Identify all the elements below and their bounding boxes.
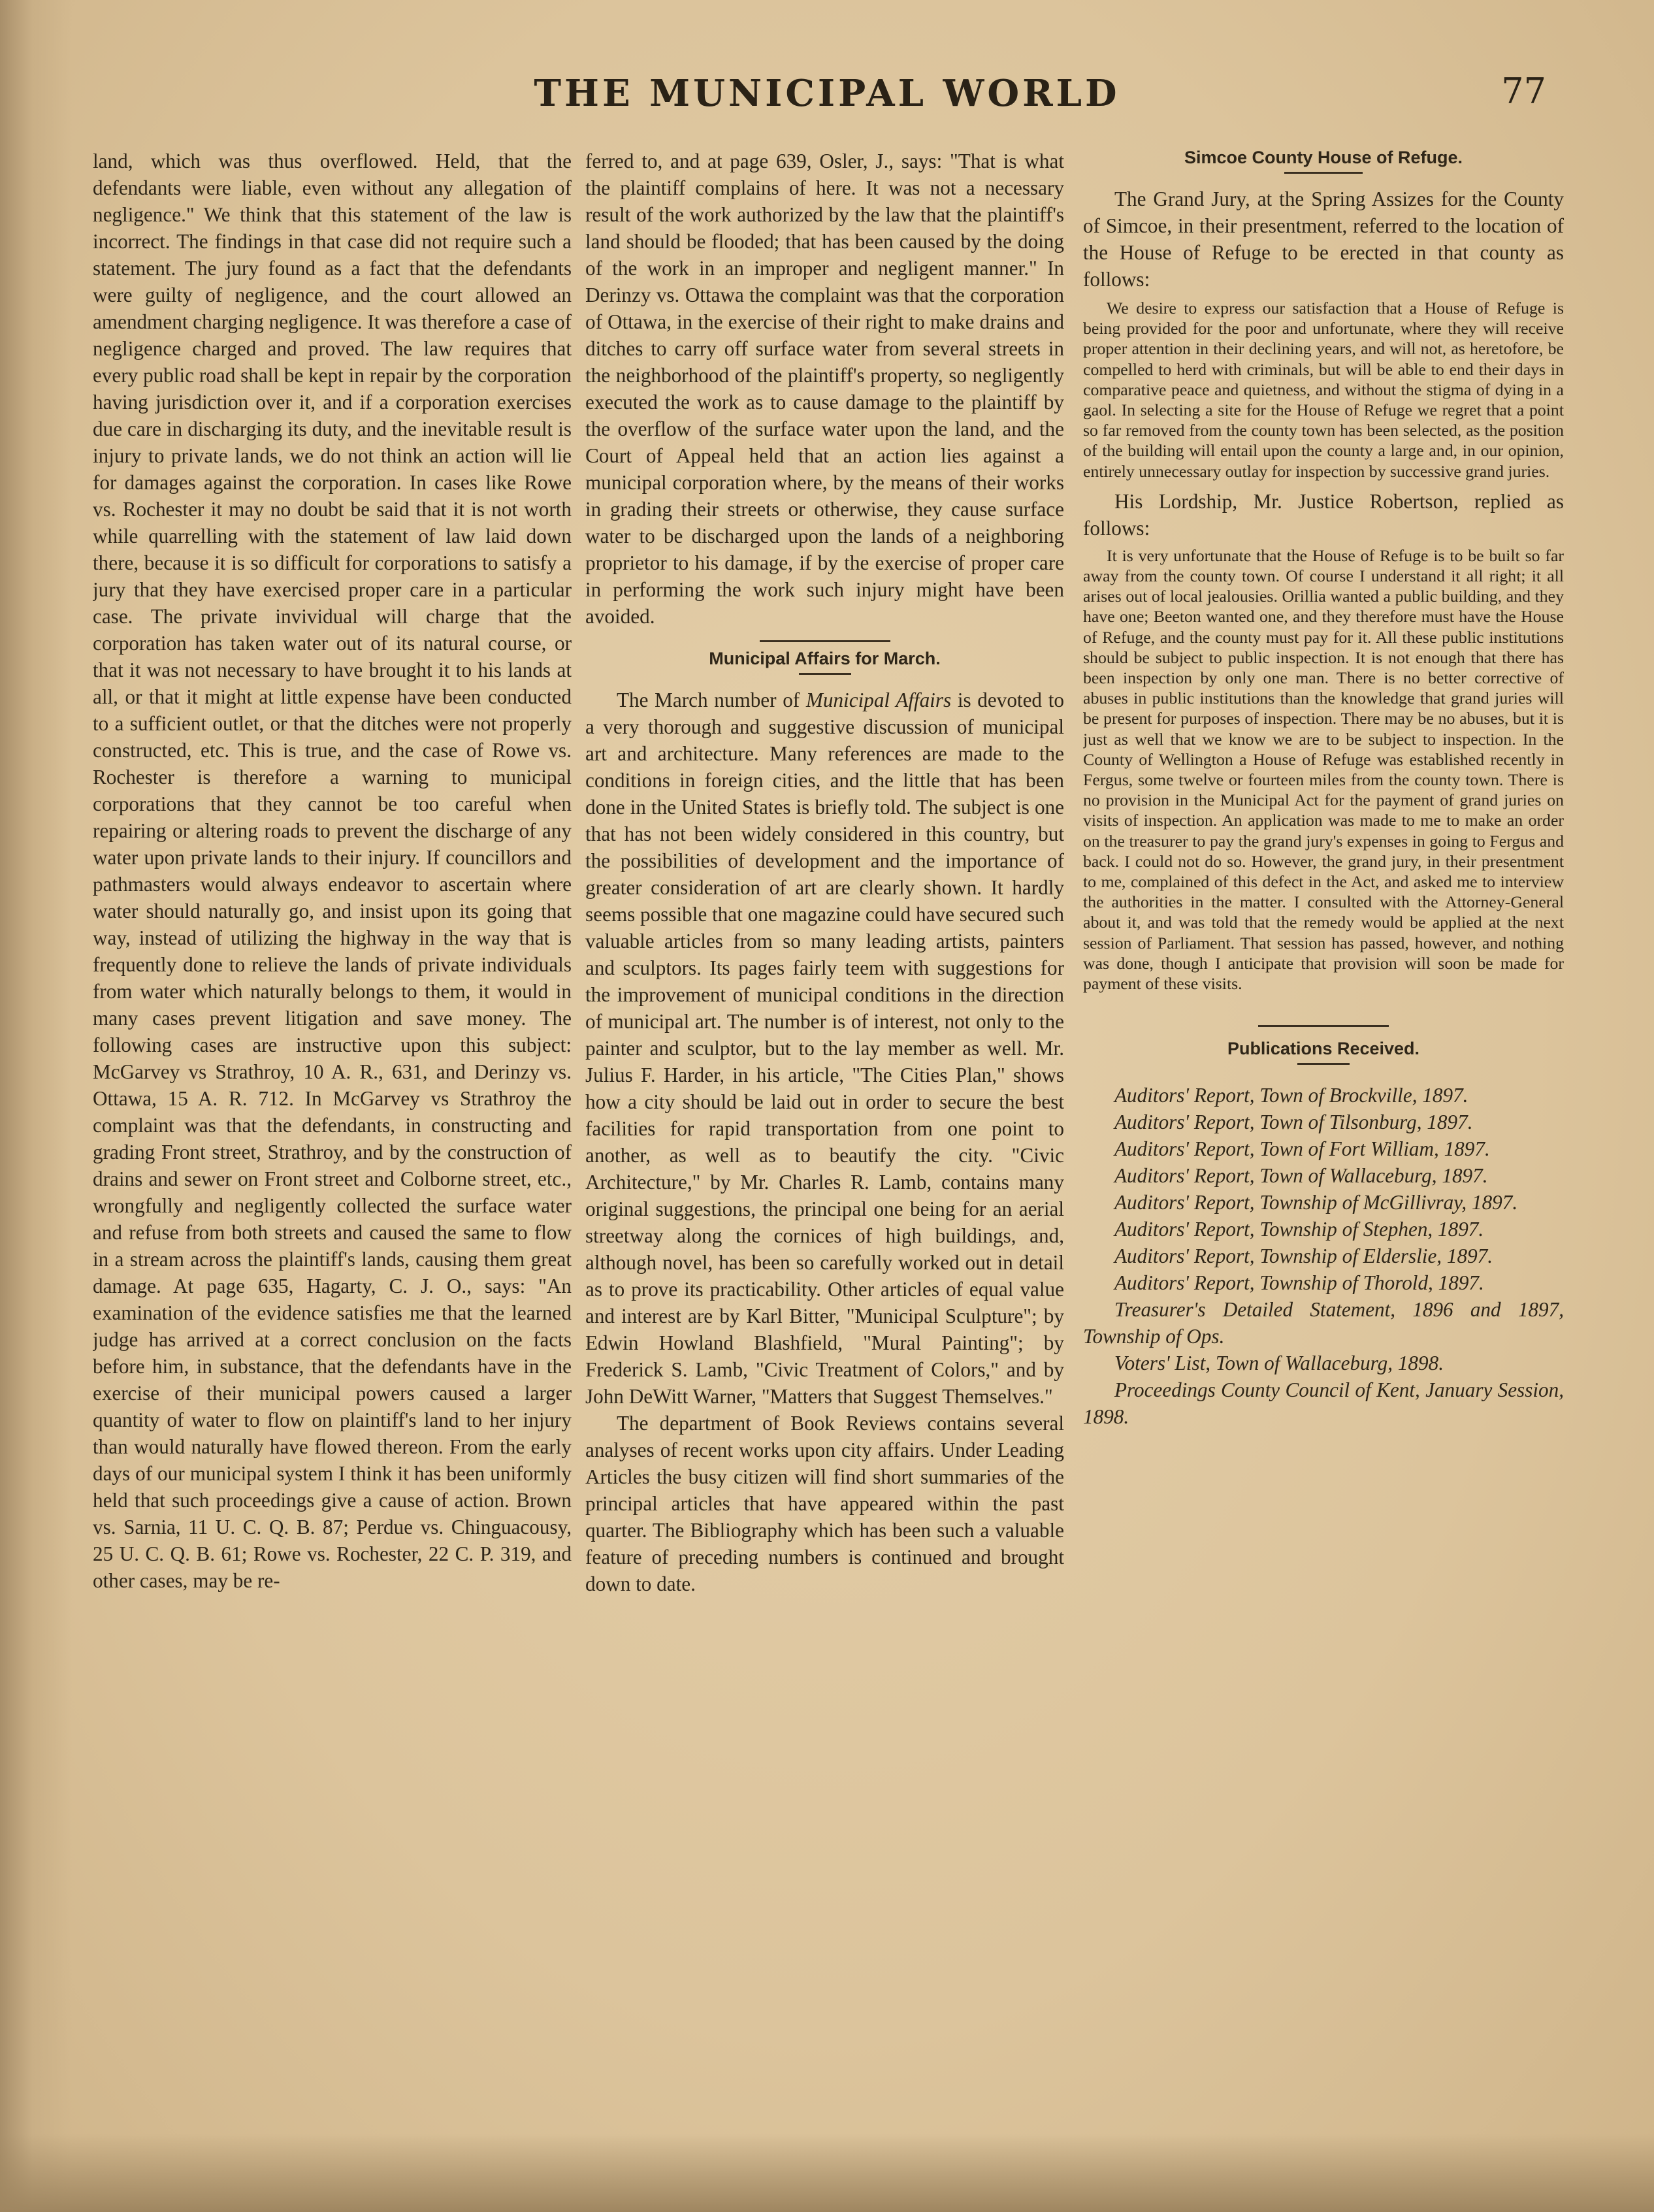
publication-title: THE MUNICIPAL WORLD bbox=[534, 72, 1120, 115]
article-continuation-text: ferred to, and at page 639, Osler, J., says: "That is what the plaintiff complains of here. It was not a necessary result of the work authorized by the law that the plaintiff's land should be flooded; that has been caused by the doing of the work in an improper and negligent manner." In Derinzy vs. Ottawa the complaint was that the corporation of Ottawa, in the exercise of their right to make drains and ditches to carry off surface water from several streets in the neighborhood of the plaintiff's property, so negligently executed the work as to cause damage to the plaintiff by the overflow of the surface water upon the land, and the Court of Appeal held that an action lies against a municipal corporation where, by the means of their works in grading their streets or otherwise, they cause surface water to be discharged upon the lands of a neighboring proprietor to his damage, if by the exercise of proper care in performing the work such injury might have been avoided. bbox=[585, 150, 1064, 628]
publications-list bbox=[1083, 1082, 1564, 1430]
publication-item: Voters' List, Town of Wallaceburg, 1898. bbox=[1114, 1352, 1444, 1375]
grand-jury-quote: We desire to express our satisfaction that a House of Refuge is being provided for the poor and unfortunate, where they will receive proper attention in their declining years, and will not, as heretofore, be compelled to herd with criminals, but will be able to end their days in comparative peace and quietness, and without the stigma of dying in a gaol. In selecting a site for the House of Refuge we regret that a point so far removed from the county town has been selected, as the position of the building will entail upon the county a large and, in our opinion, entirely unnecessary outlay for inspection by successive grand juries. bbox=[1083, 299, 1564, 481]
grand-jury-intro: The Grand Jury, at the Spring Assizes for the County of Simcoe, in their presentment, referred to the location of the House of Refuge to be erected in that county as follows: bbox=[1083, 187, 1564, 291]
publication-item: Auditors' Report, Township of Stephen, 1897. bbox=[1114, 1218, 1484, 1241]
publication-item: Auditors' Report, Township of McGillivray, 1897. bbox=[1114, 1191, 1518, 1214]
section-rule bbox=[1258, 1025, 1389, 1027]
heading-rule bbox=[799, 673, 851, 675]
book-reviews-paragraph: The department of Book Reviews contains several analyses of recent works upon city affairs. Under Leading Articles the busy citizen will find short summaries of the principal articles that have appeared within the past quarter. The Bibliography which has been such a valuable feature of preceding numbers is continued and brought down to date. bbox=[585, 1412, 1064, 1595]
masthead bbox=[0, 72, 1654, 124]
heading-rule bbox=[1297, 1063, 1350, 1065]
publication-item: Treasurer's Detailed Statement, 1896 and 1897, Township of Ops. bbox=[1083, 1298, 1564, 1348]
publication-item: Auditors' Report, Town of Brockville, 1897. bbox=[1114, 1084, 1468, 1107]
house-of-refuge-heading: Simcoe County House of Refuge. bbox=[1184, 148, 1463, 167]
article-continuation-text: land, which was thus overflowed. Held, that the defendants were liable, even without any allegation of negligence." We think that this statement of the law is incorrect. The findings in that case did not require such a statement. The jury found as a fact that the defendants were guilty of negligence, and the court allowed an amendment charging negligence. It was therefore a case of negligence charged and proved. The law requires that every public road shall be kept in repair by the corporation having jurisdiction over it, and if a corporation exercises due care in discharging its duty, and the inevitable result is injury to private lands, we do not think an action will lie for damages against the corporation. In cases like Rowe vs. Rochester it may no doubt be said that it is not worth while quarrelling with the statement of law laid down there, because it is so difficult for corporations to satisfy a jury that they have exercised proper care in a particular case. The private invividual will charge that the corporation has taken water out of its natural course, or that it was not necessary to have brought it to his lands at all, or that it might at little expense have been conducted to a sufficient outlet, or that the ditches were not properly constructed, etc. This is true, and the case of Rowe vs. Rochester is therefore a warning to municipal corporations that they cannot be too careful when repairing or altering roads to prevent the discharge of any water upon private lands to their injury. If councillors and pathmasters would always endeavor to ascertain where water should naturally go, and insist upon its going that way, instead of utilizing the highway in the way that is frequently done to relieve the lands of private individuals from water which naturally belongs to them, it would in many cases prevent litigation and save money. The following cases are instructive upon this subject: McGarvey vs Strathroy, 10 A. R., 631, and Derinzy vs. Ottawa, 15 A. R. 712. In McGarvey vs Strathroy the complaint was that the defendants, in constructing and grading Front street, Strathroy, and by the construction of drains and sewer on Front street and Colborne street, etc., wrongfully and negligently collected the surface water and refuse from both streets and caused the same to flow in a stream across the plaintiff's lands, causing them great damage. At page 635, Hagarty, C. J. O., says: "An examination of the evidence satisfies me that the learned judge has arrived at a correct conclusion on the facts before him, in substance, that the defendants have in the exercise of their municipal powers caused a larger quantity of water to flow on plaintiff's land to her injury than would naturally have flowed thereon. From the early days of our municipal system I think it has been uniformly held that such proceedings give a cause of action. Brown vs. Sarnia, 11 U. C. Q. B. 87; Perdue vs. Chinguacousy, 25 U. C. Q. B. 61; Rowe vs. Rochester, 22 C. P. 319, and other cases, may be re- bbox=[93, 150, 572, 1592]
publication-item: Auditors' Report, Town of Tilsonburg, 1897. bbox=[1114, 1111, 1473, 1134]
heading-rule bbox=[1284, 172, 1363, 174]
publication-item: Auditors' Report, Township of Thorold, 1897. bbox=[1114, 1271, 1484, 1295]
column-2 bbox=[585, 148, 1064, 2134]
publications-heading: Publications Received. bbox=[1227, 1039, 1420, 1059]
publication-item: Auditors' Report, Town of Fort William, 1897. bbox=[1114, 1137, 1490, 1161]
magazine-name: Municipal Affairs bbox=[805, 689, 952, 711]
paragraph-text: is devoted to a very thorough and suggestive discussion of municipal art and architecture. Many references are made to the conditions in foreign cities, and the little that has been done in the United States is briefly told. The subject is one that has not been widely considered in this country, but the possibilities of development and the importance of greater consideration of art are clearly shown. It hardly seems possible that one magazine could have secured such valuable articles from so many leading artists, painters and sculptors. Its pages fairly teem with suggestions for the improvement of municipal conditions in the direction of municipal art. The number is of interest, not only to the painter and sculptor, but to the lay member as well. Mr. Julius F. Harder, in his article, "The Cities Plan," shows how a city should be laid out in order to secure the best facilities for rapid transportation from one point to another, as well as to beautify the city. "Civic Architecture," by Mr. Charles R. Lamb, contains many original suggestions, the principal one being for an aerial streetway along the cornices of high buildings, and, although novel, has been so carefully worked out in detail as to prove its practicability. Other articles of equal value and interest are by Karl Bitter, "Municipal Sculpture"; by Edwin Howland Blashfield, "Mural Painting"; by Frederick S. Lamb, "Civic Treatment of Colors," and by John DeWitt Warner, "Matters that Suggest Themselves." bbox=[585, 689, 1064, 1408]
municipal-affairs-paragraph bbox=[585, 687, 1064, 1410]
column-1 bbox=[93, 148, 572, 2134]
publication-item: Auditors' Report, Township of Elderslie, 1897. bbox=[1114, 1244, 1493, 1268]
page-number: 77 bbox=[1501, 71, 1546, 112]
paragraph-text: The March number of bbox=[617, 689, 806, 711]
justice-reply-quote: It is very unfortunate that the House of Refuge is to be built so far away from the county town. Of course I understand it all right; it all arises out of local jealousies. Orillia wanted a public building, and they have one; Beeton wanted one, and they therefore must have the House of Refuge, and the county must pay for it. All these public institutions should be subject to public inspection. It is not enough that there has been inspection by only one man. There is no better corrective of abuses in public institutions than the knowledge that grand juries will be present for purposes of inspection. There may be no abuses, but it is just as well that we know we are to be subject to inspection. In the County of Wellington a House of Refuge was established recently in Fergus, some twelve or fourteen miles from the county town. There is no provision in the Municipal Act for the payment of grand juries on visits of inspection. An application was made to me to make an order on the treasurer to pay the grand jury's expenses in going to Fergus and back. I could not do so. However, the grand jury, in their presentment to me, complained of this defect in the Act, and asked me to interview the authorities in the matter. I consulted with the Attorney-General about it, and was told that the remedy would be applied at the next session of Parliament. That session has passed, however, and nothing was done, though I anticipate that provision will soon be made for payment of these visits. bbox=[1083, 545, 1564, 994]
publication-item: Auditors' Report, Town of Wallaceburg, 1897. bbox=[1114, 1164, 1488, 1188]
column-3 bbox=[1083, 148, 1564, 2134]
publication-item: Proceedings County Council of Kent, January Session, 1898. bbox=[1083, 1378, 1564, 1429]
reply-intro: His Lordship, Mr. Justice Robertson, replied as follows: bbox=[1083, 489, 1564, 540]
section-rule bbox=[760, 640, 890, 642]
municipal-affairs-heading: Municipal Affairs for March. bbox=[709, 649, 941, 668]
